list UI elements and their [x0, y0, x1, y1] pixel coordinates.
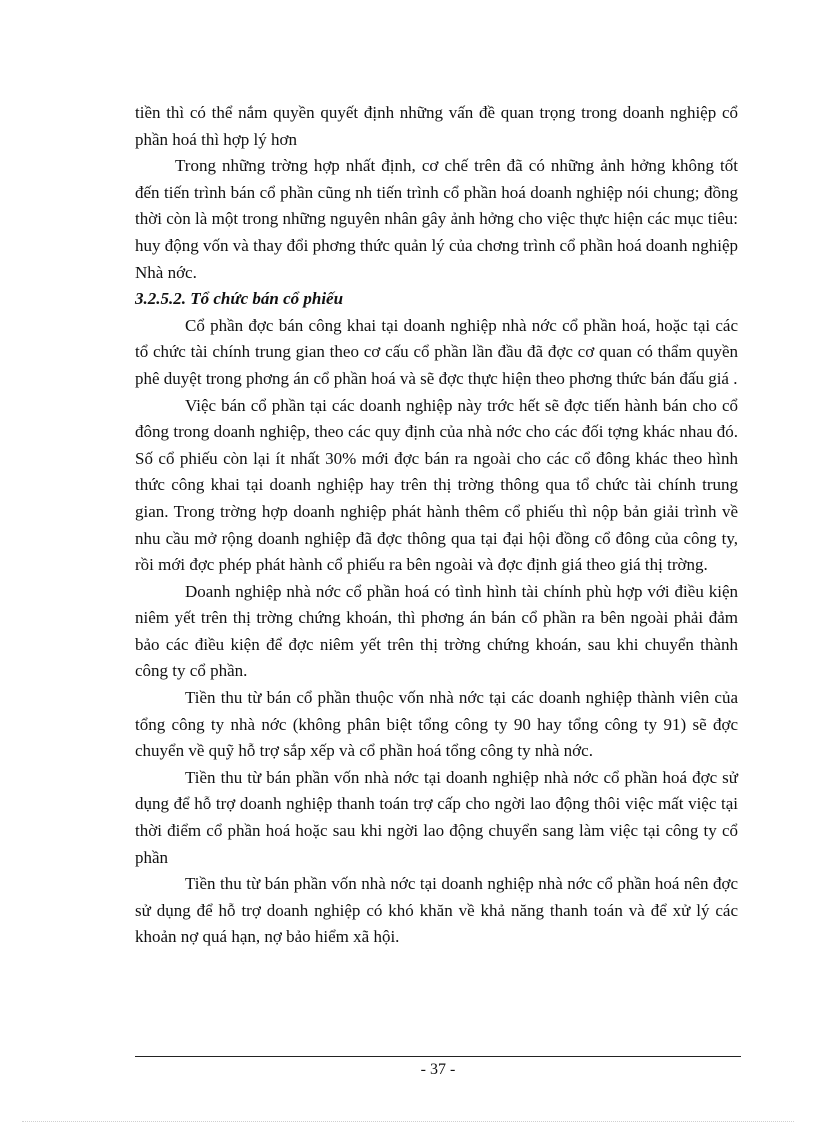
paragraph-sale-order: Việc bán cổ phần tại các doanh nghiệp này trớc hết sẽ đợc tiến hành bán cho cổ đông trong doanh nghiệp, theo các quy định của nhà nớc cho các đối tợng khác nhau đó. Số cổ phiếu còn lại ít nhất 30% mới đợc bán ra ngoài cho các cổ đông khác theo hình thức công khai tại doanh nghiệp hay trên thị trờng thông qua tổ chức tài chính trung gian. Trong trờng hợp doanh nghiệp phát hành thêm cổ phiếu thì nộp bản giải trình về nhu cầu mở rộng doanh nghiệp đã đợc thông qua tại đại hội đồng cổ đông của công ty, rồi mới đợc phép phát hành cổ phiếu ra bên ngoài và đợc định giá theo giá thị trờng. — [135, 395, 738, 575]
paragraph-proceeds-fund: Tiền thu từ bán cổ phần thuộc vốn nhà nớc tại các doanh nghiệp thành viên của tổng công ty nhà nớc (không phân biệt tổng công ty 90 hay tổng công ty 91) sẽ đợc chuyển về quỹ hỗ trợ sắp xếp và cổ phần hoá tổng công ty nhà nớc. — [135, 688, 738, 761]
page-bottom-edge — [22, 1121, 794, 1122]
paragraph-continuation: tiền thì có thể nắm quyền quyết định những vấn đề quan trọng trong doanh nghiệp cổ phần hoá thì hợp lý hơn — [135, 103, 738, 149]
paragraph-impact: Trong những trờng hợp nhất định, cơ chế trên đã có những ảnh hởng không tốt đến tiến trình bán cổ phần cũng nh tiến trình cổ phần hoá doanh nghiệp nói chung; đồng thời còn là một trong những nguyên nhân gây ảnh hởng cho việc thực hiện các mục tiêu: huy động vốn và thay đổi phơng thức quản lý của chơng trình cổ phần hoá doanh nghiệp Nhà nớc. — [135, 156, 738, 282]
footer-divider — [135, 1056, 741, 1057]
document-body — [135, 100, 738, 951]
paragraph-proceeds-severance: Tiền thu từ bán phần vốn nhà nớc tại doanh nghiệp nhà nớc cổ phần hoá đợc sử dụng để hỗ trợ doanh nghiệp thanh toán trợ cấp cho ngời lao động thôi việc mất việc tại thời điểm cổ phần hoá hoặc sau khi ngời lao động chuyển sang làm việc tại công ty cổ phần — [135, 767, 738, 867]
paragraph-proceeds-debt: Tiền thu từ bán phần vốn nhà nớc tại doanh nghiệp nhà nớc cổ phần hoá nên đợc sử dụng để hỗ trợ doanh nghiệp có khó khăn về khả năng thanh toán và để xử lý các khoản nợ quá hạn, nợ bảo hiểm xã hội. — [135, 874, 738, 947]
paragraph-listing: Doanh nghiệp nhà nớc cổ phần hoá có tình hình tài chính phù hợp với điều kiện niêm yết trên thị trờng chứng khoán, thì phơng án bán cổ phần ra bên ngoài phải đảm bảo các điều kiện để đợc niêm yết trên thị trờng chứng khoán, sau khi chuyển thành công ty cổ phần. — [135, 581, 738, 681]
section-heading: 3.2.5.2. Tổ chức bán cổ phiếu — [135, 289, 344, 309]
page-number: - 37 - — [420, 1061, 456, 1078]
paragraph-public-sale: Cổ phần đợc bán công khai tại doanh nghiệp nhà nớc cổ phần hoá, hoặc tại các tổ chức tài chính trung gian theo cơ cấu cổ phần lần đầu đã đợc cơ quan có thẩm quyền phê duyệt trong phơng án cổ phần hoá và sẽ đợc thực hiện theo phơng thức bán đấu giá . — [135, 315, 738, 388]
